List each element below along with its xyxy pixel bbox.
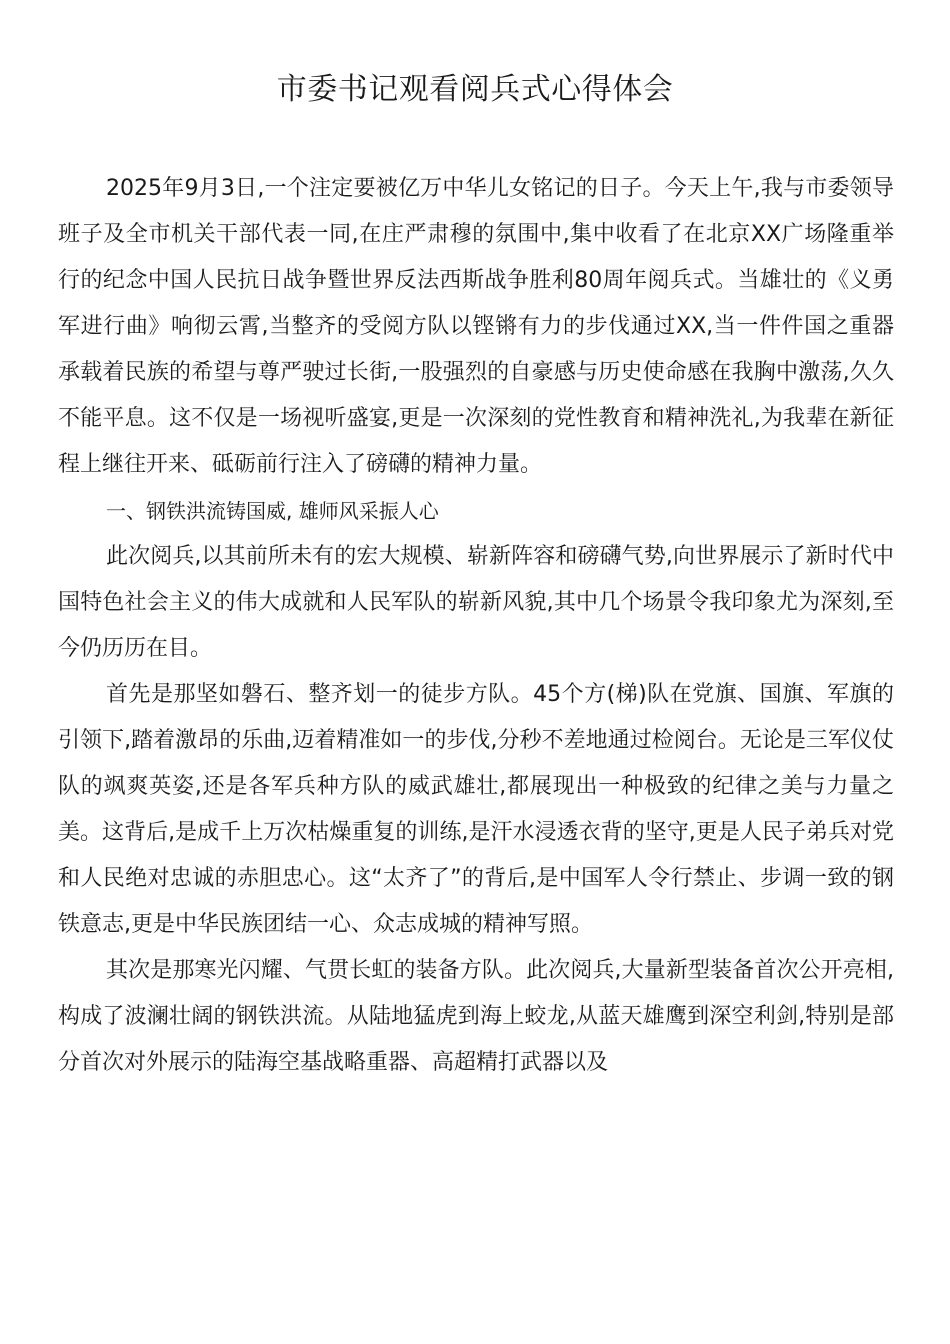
section-heading: 一、钢铁洪流铸国威, 雄师风采振人心 [106, 499, 439, 523]
intro-paragraph: 2025年9月3日,一个注定要被亿万中华儿女铭记的日子。今天上午,我与市委领导班子及全市机关干部代表一同,在庄严肃穆的氛围中,集中收看了在北京XX广场隆重举行的纪念中国人民抗日战争暨世界反法西斯战争胜利80周年阅兵式。当雄壮的《义勇军进行曲》响彻云霄,当整齐的受阅方队以铿锵有力的步伐通过XX,当一件件国之重器承载着民族的希望与尊严驶过长街,一股强烈的自豪感与历史使命感在我胸中激荡,久久不能平息。这不仅是一场视听盛宴,更是一次深刻的党性教育和精神洗礼,为我辈在新征程上继往开来、砥砺前行注入了磅礴的精神力量。 [58, 176, 894, 477]
section-paragraph-1: 此次阅兵,以其前所未有的宏大规模、崭新阵容和磅礴气势,向世界展示了新时代中国特色社会主义的伟大成就和人民军队的崭新风貌,其中几个场景令我印象尤为深刻,至今仍历历在目。 [58, 544, 894, 661]
document-title: 市委书记观看阅兵式心得体会 [276, 72, 674, 107]
section-paragraph-3: 其次是那寒光闪耀、气贯长虹的装备方队。此次阅兵,大量新型装备首次公开亮相,构成了波澜壮阔的钢铁洪流。从陆地猛虎到海上蛟龙,从蓝天雄鹰到深空利剑,特别是部分首次对外展示的陆海空基战略重器、高超精打武器以及 [58, 958, 894, 1075]
document-body [58, 166, 894, 1086]
section-paragraph-2: 首先是那坚如磐石、整齐划一的徒步方队。45个方(梯)队在党旗、国旗、军旗的引领下,踏着激昂的乐曲,迈着精准如一的步伐,分秒不差地通过检阅台。无论是三军仪仗队的飒爽英姿,还是各军兵种方队的威武雄壮,都展现出一种极致的纪律之美与力量之美。这背后,是成千上万次枯燥重复的训练,是汗水浸透衣背的坚守,更是人民子弟兵对党和人民绝对忠诚的赤胆忠心。这“太齐了”的背后,是中国军人令行禁止、步调一致的钢铁意志,更是中华民族团结一心、众志成城的精神写照。 [58, 682, 894, 937]
